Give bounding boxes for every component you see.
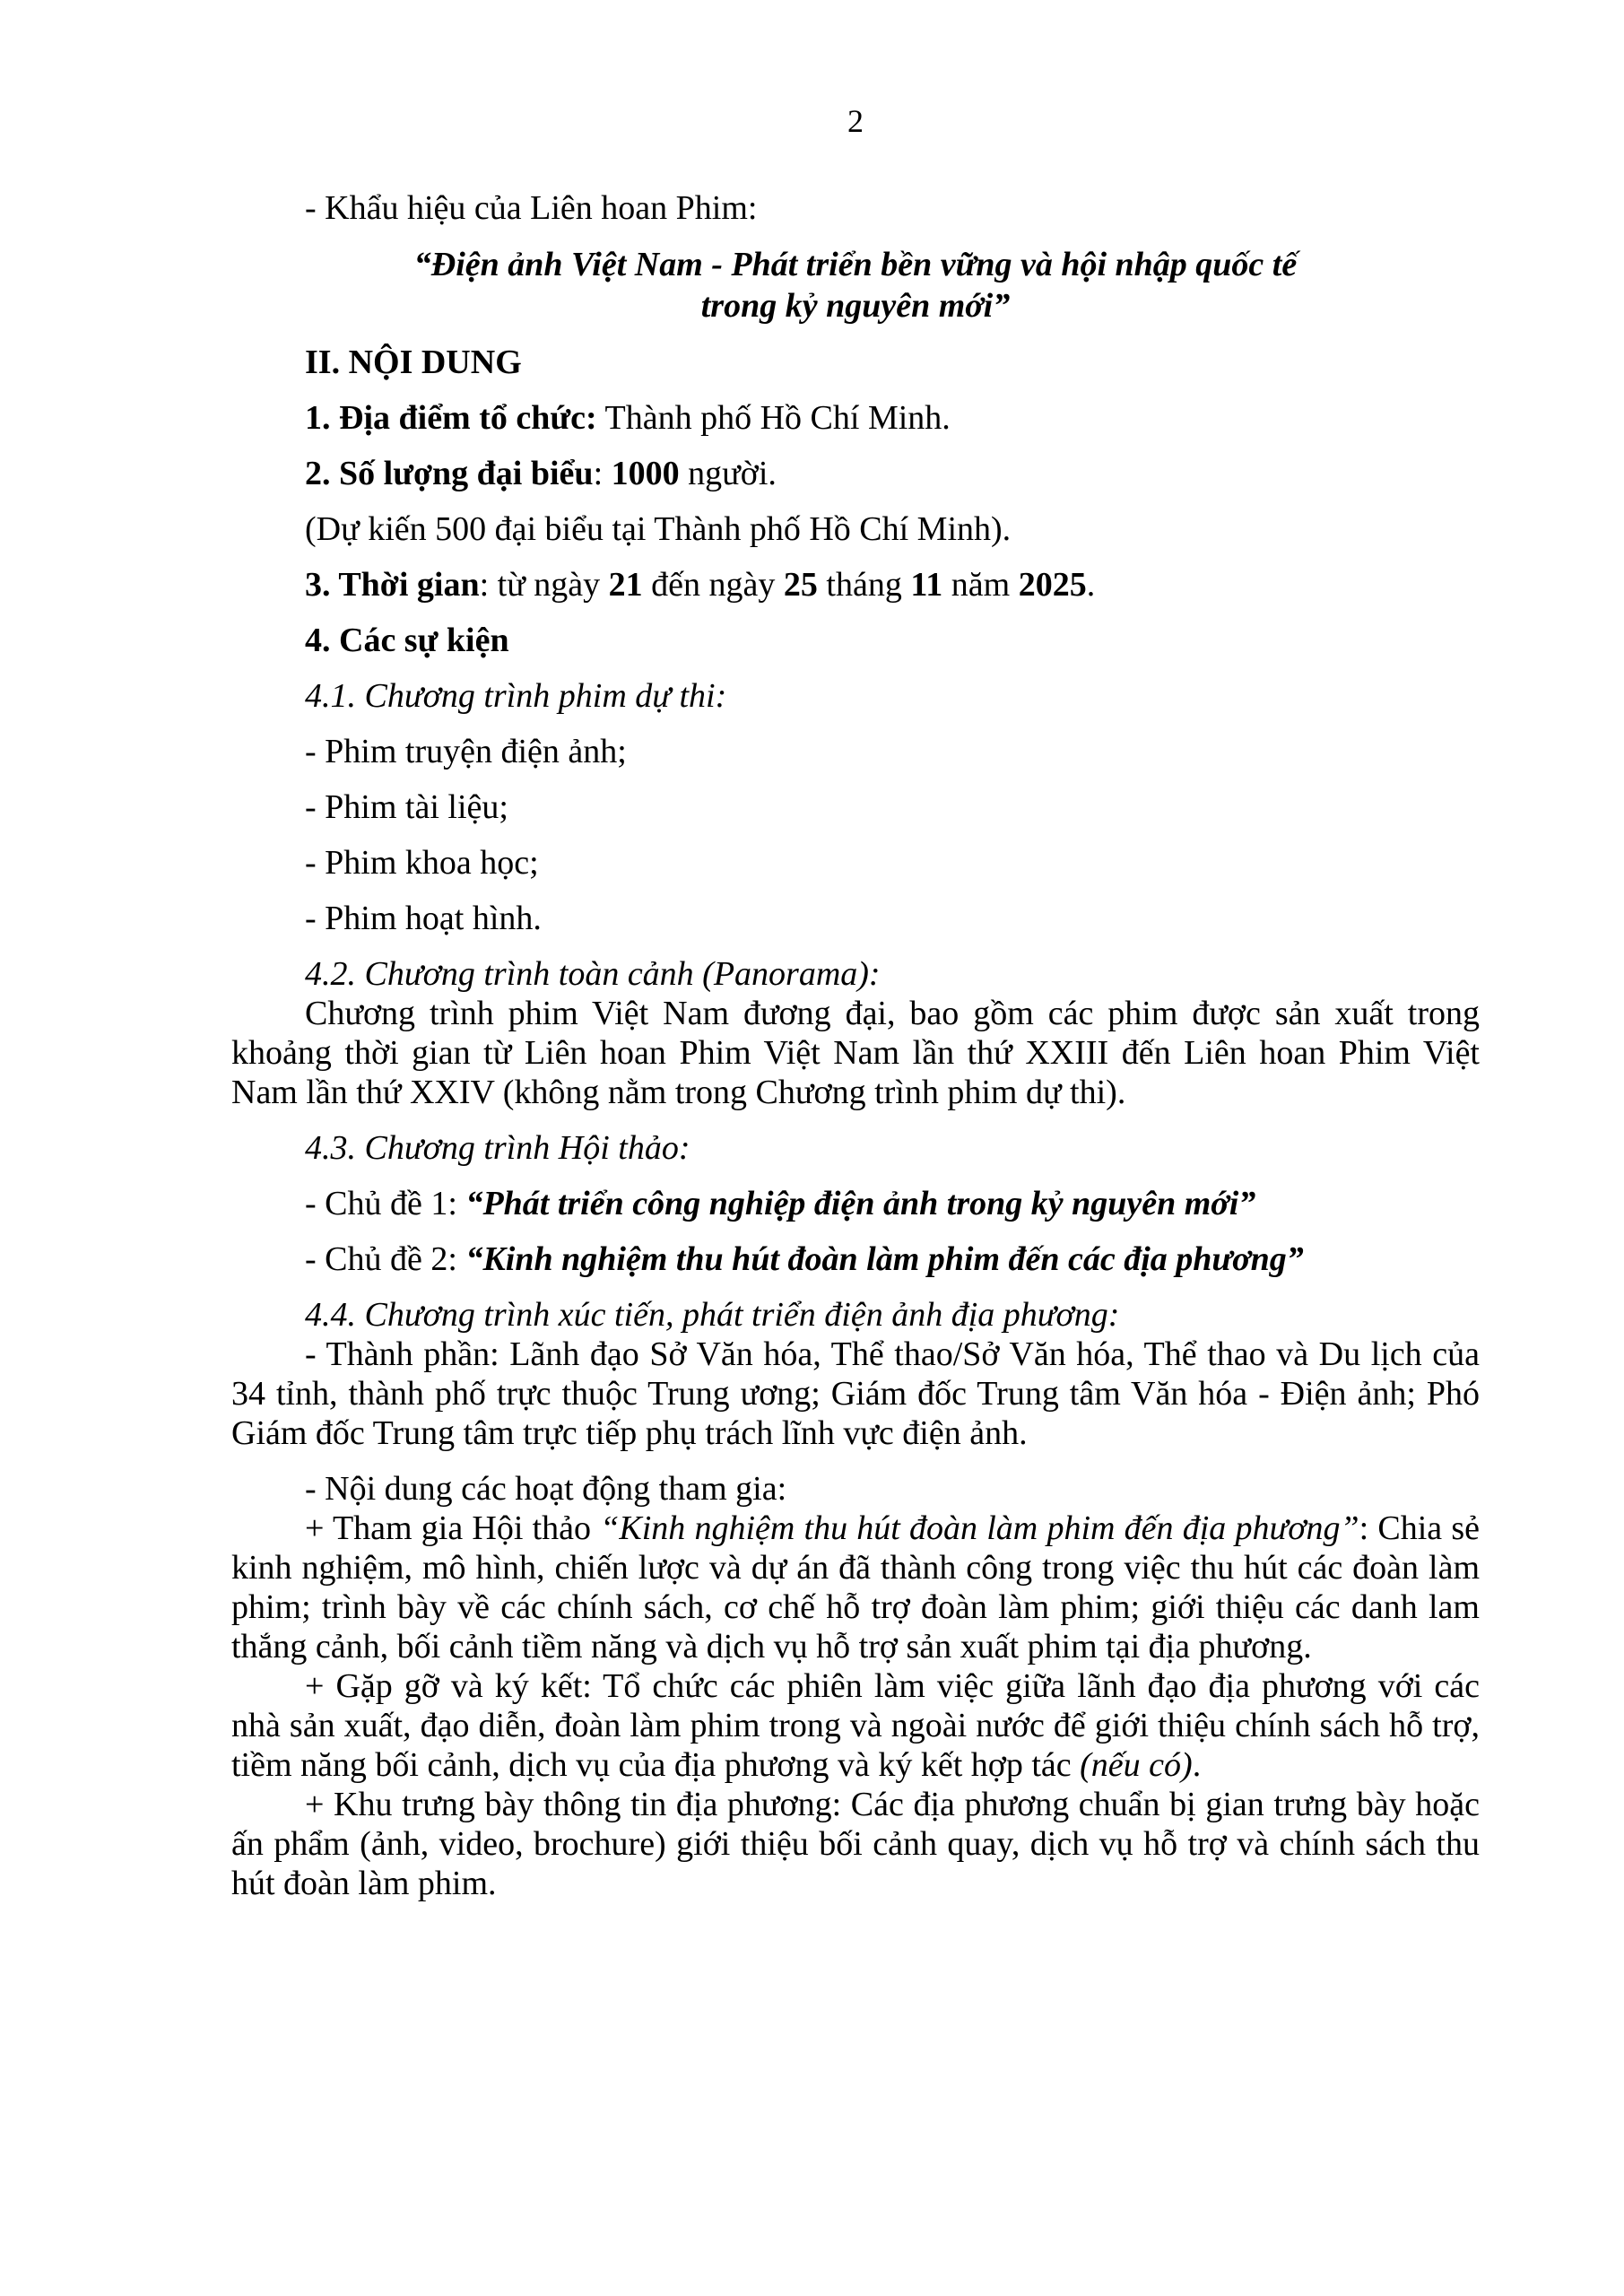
competition-heading	[305, 676, 1480, 716]
events-heading	[305, 621, 1480, 660]
activities-intro: - Nội dung các hoạt động tham gia:	[305, 1470, 787, 1508]
delegates-item	[305, 454, 1480, 493]
topic-1-title: “Phát triển công nghiệp điện ảnh trong kỷ nguyên mới”	[465, 1185, 1256, 1222]
topic-2-label: - Chủ đề 2:	[305, 1240, 466, 1278]
time-label: 3. Thời gian	[305, 566, 480, 604]
slogan-line-2: trong kỷ nguyên mới”	[700, 287, 1011, 325]
topic-1-label: - Chủ đề 1:	[305, 1185, 466, 1222]
location-label: 1. Địa điểm tổ chức:	[305, 399, 597, 437]
activity-1-prefix: + Tham gia Hội thảo	[305, 1509, 601, 1547]
events-label: 4. Các sự kiện	[305, 622, 509, 659]
seminar-topic-2	[305, 1239, 1480, 1279]
delegates-note: (Dự kiến 500 đại biểu tại Thành phố Hồ Chí Minh).	[305, 510, 1012, 548]
promotion-heading-text: 4.4. Chương trình xúc tiến, phát triển điện ảnh địa phương:	[305, 1296, 1120, 1334]
competition-item: - Phim hoạt hình.	[305, 900, 542, 937]
delegates-label: 2. Số lượng đại biểu	[305, 455, 594, 492]
activity-1-title: “Kinh nghiệm thu hút đoàn làm phim đến địa phương”	[600, 1509, 1359, 1547]
competition-item: - Phim tài liệu;	[305, 788, 508, 826]
delegates-colon: :	[593, 455, 612, 492]
activity-2-note: (nếu có)	[1080, 1746, 1193, 1784]
seminar-heading-text: 4.3. Chương trình Hội thảo:	[305, 1129, 690, 1167]
activity-2	[231, 1666, 1480, 1785]
time-text: tháng	[817, 566, 911, 604]
activity-2-body: + Gặp gỡ và ký kết: Tổ chức các phiên làm việc giữa lãnh đạo địa phương với các nhà sản xuất, đạo diễn, đoàn làm phim trong và ngoài nước để giới thiệu chính sách hỗ trợ, tiềm năng bối cảnh, dịch vụ của địa phương và ký kết hợp tác	[231, 1667, 1480, 1784]
panorama-body: Chương trình phim Việt Nam đương đại, bao gồm các phim được sản xuất trong khoảng thời gian từ Liên hoan Phim Việt Nam lần thứ XXIII đến Liên hoan Phim Việt Nam lần thứ XXIV (không nằm trong Chương trình phim dự thi).	[231, 995, 1480, 1111]
activity-1	[231, 1509, 1480, 1666]
time-text: .	[1086, 566, 1096, 604]
competition-item: - Phim truyện điện ảnh;	[305, 733, 627, 770]
seminar-topic-1	[305, 1184, 1480, 1223]
time-item	[305, 565, 1480, 604]
slogan-line-1: “Điện ảnh Việt Nam - Phát triển bền vững và hội nhập quốc tế	[413, 246, 1298, 283]
time-year: 2025	[1018, 566, 1087, 604]
time-month: 11	[910, 566, 943, 604]
seminar-heading	[305, 1128, 1480, 1168]
panorama-heading-text: 4.2. Chương trình toàn cảnh (Panorama):	[305, 955, 881, 993]
topic-2-title: “Kinh nghiệm thu hút đoàn làm phim đến các địa phương”	[465, 1240, 1304, 1278]
location-value: Thành phố Hồ Chí Minh.	[596, 399, 951, 437]
promotion-members: - Thành phần: Lãnh đạo Sở Văn hóa, Thể thao/Sở Văn hóa, Thể thao và Du lịch của 34 tỉnh, thành phố trực thuộc Trung ương; Giám đốc Trung tâm Văn hóa - Điện ảnh; Phó Giám đốc Trung tâm trực tiếp phụ trách lĩnh vực điện ảnh.	[231, 1335, 1480, 1452]
time-text: năm	[942, 566, 1019, 604]
delegates-count: 1000	[611, 455, 680, 492]
activity-3: + Khu trưng bày thông tin địa phương: Các địa phương chuẩn bị gian trưng bày hoặc ấn phẩm (ảnh, video, brochure) giới thiệu bối cảnh quay, dịch vụ hỗ trợ và chính sách thu hút đoàn làm phim.	[231, 1786, 1480, 1902]
section-heading-text: II. NỘI DUNG	[305, 344, 522, 381]
page-number: 2	[847, 103, 864, 139]
time-day-end: 25	[783, 566, 818, 604]
time-text: : từ ngày	[479, 566, 609, 604]
slogan-intro: - Khẩu hiệu của Liên hoan Phim:	[305, 189, 758, 227]
time-text: đến ngày	[642, 566, 784, 604]
time-day-start: 21	[608, 566, 643, 604]
section-heading	[305, 343, 1480, 382]
competition-heading-text: 4.1. Chương trình phim dự thi:	[305, 677, 727, 715]
activity-2-end: .	[1192, 1746, 1202, 1784]
promotion-heading	[305, 1295, 1480, 1335]
location-item	[305, 398, 1480, 438]
activity-1-body: : Chia sẻ kinh nghiệm, mô hình, chiến lược và dự án đã thành công trong việc thu hút các đoàn làm phim; trình bày về các chính sách, cơ chế hỗ trợ đoàn làm phim; giới thiệu các danh lam thắng cảnh, bối cảnh tiềm năng và dịch vụ hỗ trợ sản xuất phim tại địa phương.	[231, 1509, 1480, 1665]
document-content	[231, 188, 1480, 1903]
delegates-unit: người.	[679, 455, 777, 492]
competition-item: - Phim khoa học;	[305, 844, 539, 882]
panorama-heading	[305, 954, 1480, 994]
